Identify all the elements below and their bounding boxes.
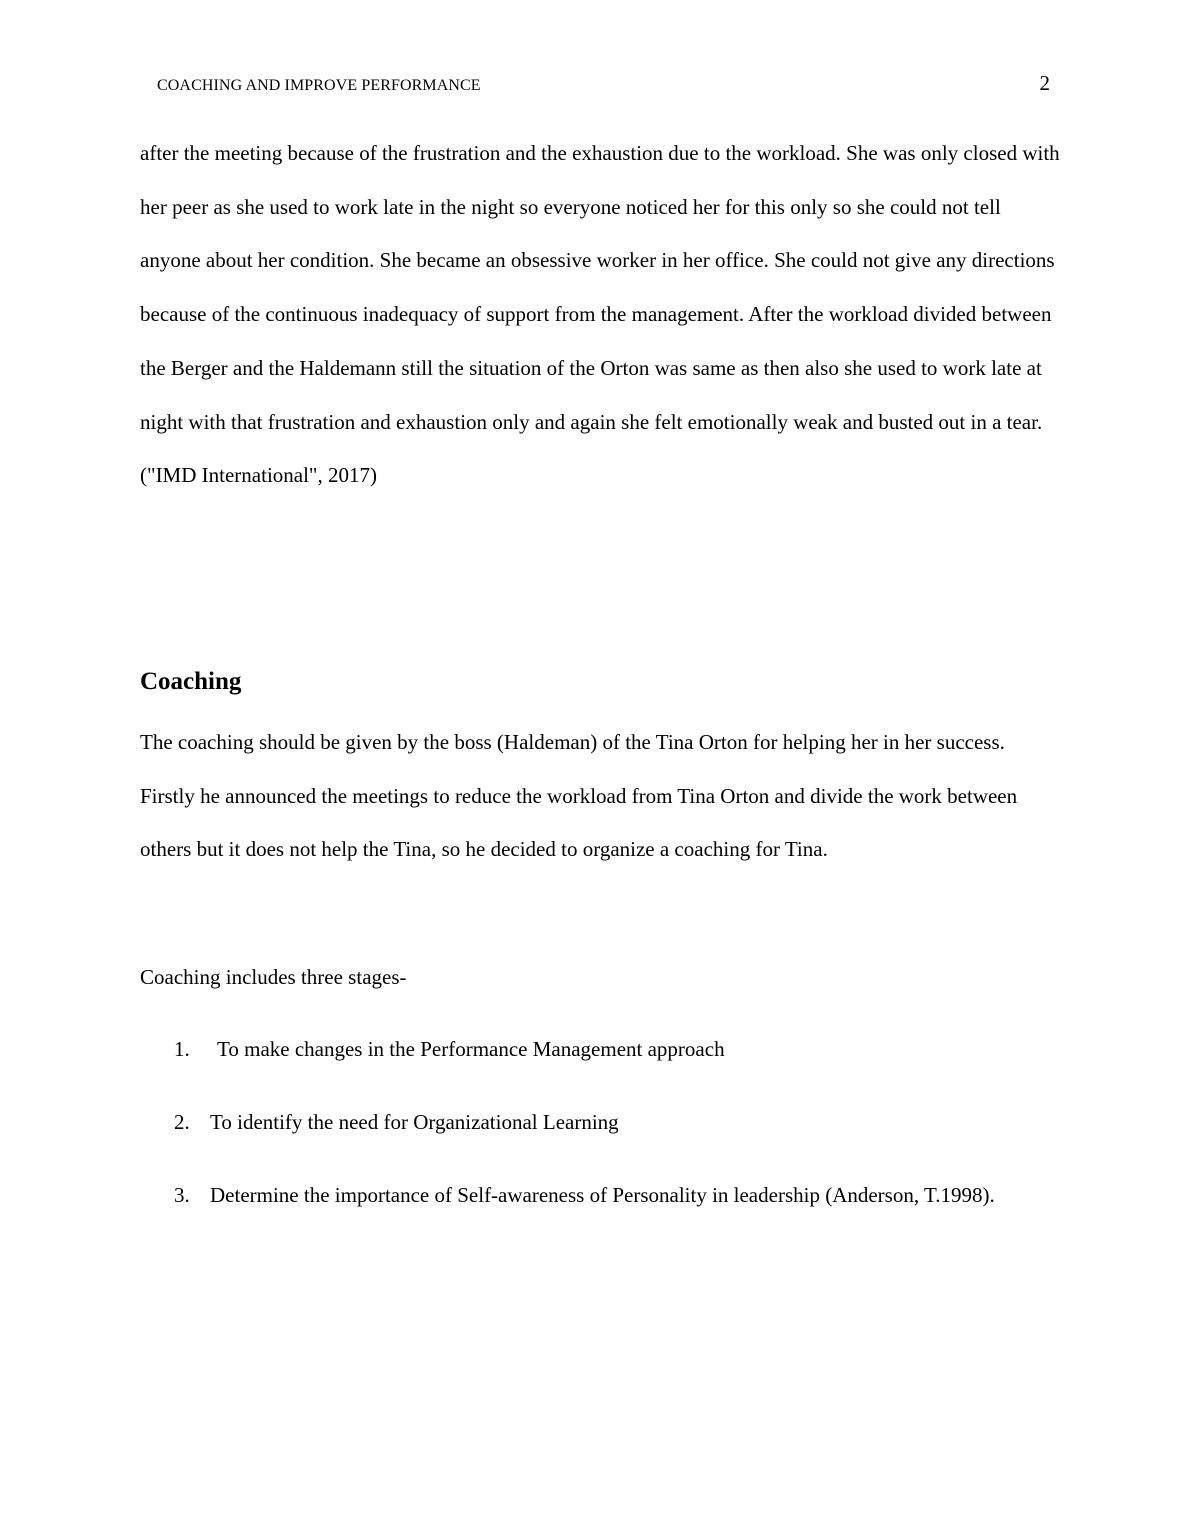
section-heading: Coaching bbox=[140, 668, 242, 695]
section-paragraph: The coaching should be given by the boss (Haldeman) of the Tina Orton for helping her in her success. Firstly he announced the meetings to reduce the workload from Tina Orton and divide the work between others but it does not help the Tina, so he decided to organize a coaching for Tina. bbox=[140, 730, 1018, 862]
list-number: 2. bbox=[174, 1110, 190, 1134]
running-head: COACHING AND IMPROVE PERFORMANCE bbox=[157, 77, 481, 94]
list-intro: Coaching includes three stages- bbox=[140, 965, 407, 989]
list-item-text: To identify the need for Organizational Learning bbox=[210, 1110, 619, 1134]
body-paragraph: after the meeting because of the frustration and the exhaustion due to the workload. She was only closed with her peer as she used to work late in the night so everyone noticed her for this only so she could not tell anyone about her condition. She became an obsessive worker in her office. She could not give any directions because of the continuous inadequacy of support from the management. After the workload divided between the Berger and the Haldemann still the situation of the Orton was same as then also she used to work late at night with that frustration and exhaustion only and again she felt emotionally weak and busted out in a tear. ("IMD International", 2017) bbox=[140, 141, 1060, 488]
list-item bbox=[174, 1023, 1024, 1077]
page-number: 2 bbox=[1039, 71, 1050, 95]
list-number: 3. bbox=[174, 1183, 190, 1207]
list-number: 1. bbox=[174, 1037, 190, 1061]
list-item-text: To make changes in the Performance Management approach bbox=[217, 1037, 725, 1061]
list-item bbox=[174, 1169, 1024, 1223]
list-item bbox=[174, 1096, 1024, 1150]
list-item-text: Determine the importance of Self-awareness of Personality in leadership (Anderson, T.1998). bbox=[210, 1183, 995, 1207]
